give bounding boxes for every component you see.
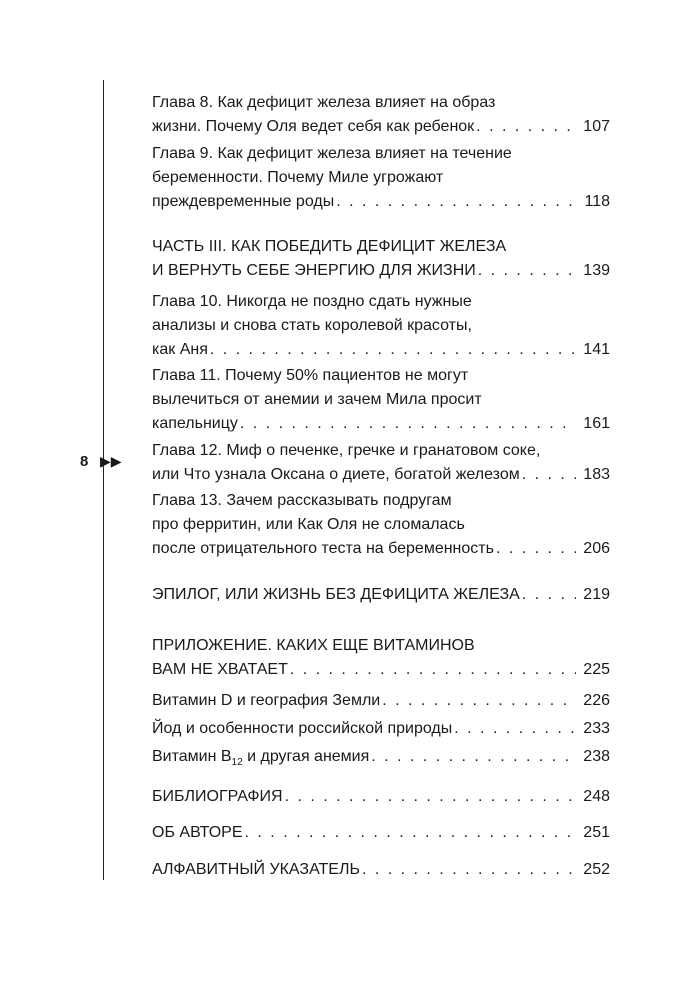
- toc-entry-chapter-9[interactable]: [152, 142, 610, 214]
- toc-entry-bibliography[interactable]: [152, 785, 610, 809]
- leader-dots: [474, 115, 576, 139]
- toc-page: 238: [583, 748, 610, 765]
- toc-entry-chapter-8[interactable]: [152, 91, 610, 139]
- toc-line: Глава 12. Миф о печенке, гречке и гранатовом соке,: [152, 442, 541, 459]
- toc-page: 161: [583, 415, 610, 432]
- toc-entry-index[interactable]: [152, 858, 610, 882]
- leader-dots: [452, 717, 576, 741]
- toc-title: как Аня: [152, 341, 208, 358]
- toc-line: Глава 13. Зачем рассказывать подругам: [152, 492, 452, 509]
- toc-line: Глава 8. Как дефицит железа влияет на образ: [152, 94, 496, 111]
- toc-page: 252: [583, 861, 610, 878]
- toc-page: 251: [583, 824, 610, 841]
- toc-title: Йод и особенности российской природы: [152, 720, 453, 737]
- toc-line: Глава 10. Никогда не поздно сдать нужные: [152, 293, 472, 310]
- toc-line: вылечиться от анемии и зачем Мила просит: [152, 391, 482, 408]
- toc-page: 107: [583, 118, 610, 135]
- toc-page: 183: [583, 466, 610, 483]
- toc-entry-chapter-12[interactable]: [152, 439, 610, 487]
- toc-title: или Что узнала Оксана о диете, богатой железом: [152, 466, 520, 483]
- leader-dots: [288, 658, 576, 682]
- toc-title: капельницу: [152, 415, 238, 432]
- toc-entry-epilogue[interactable]: [152, 583, 610, 607]
- toc-title: преждевременные роды: [152, 193, 335, 210]
- leader-dots: [380, 689, 576, 713]
- margin-rule: [103, 80, 104, 880]
- toc-entry-vitamin-b12[interactable]: [152, 745, 610, 775]
- toc-title: АЛФАВИТНЫЙ УКАЗАТЕЛЬ: [152, 861, 360, 878]
- toc-title: БИБЛИОГРАФИЯ: [152, 788, 283, 805]
- toc-page: 233: [583, 720, 610, 737]
- toc-page: 139: [583, 262, 610, 279]
- toc-line: Глава 11. Почему 50% пациентов не могут: [152, 367, 469, 384]
- leader-dots: [283, 785, 576, 809]
- toc-line: ПРИЛОЖЕНИЕ. КАКИХ ЕЩЕ ВИТАМИНОВ: [152, 637, 475, 654]
- toc-entry-about-author[interactable]: [152, 821, 610, 845]
- toc-title: жизни. Почему Оля ведет себя как ребенок: [152, 118, 475, 135]
- toc-title: ВАМ НЕ ХВАТАЕТ: [152, 661, 288, 678]
- toc-line: анализы и снова стать королевой красоты,: [152, 317, 472, 334]
- toc-line: ЧАСТЬ III. КАК ПОБЕДИТЬ ДЕФИЦИТ ЖЕЛЕЗА: [152, 238, 507, 255]
- leader-dots: [238, 412, 576, 436]
- toc-page: 248: [583, 788, 610, 805]
- leader-dots: [520, 583, 576, 607]
- leader-dots: [520, 463, 576, 487]
- leader-dots: [360, 858, 576, 882]
- leader-dots: [369, 745, 576, 769]
- page-number: 8: [80, 453, 90, 470]
- toc-page: 141: [583, 341, 610, 358]
- toc-entry-part-3[interactable]: [152, 235, 610, 283]
- toc-page: 225: [583, 661, 610, 678]
- toc-title: И ВЕРНУТЬ СЕБЕ ЭНЕРГИЮ ДЛЯ ЖИЗНИ: [152, 262, 476, 279]
- page-arrows-icon: ▶▶: [100, 453, 122, 469]
- toc-title: ЭПИЛОГ, ИЛИ ЖИЗНЬ БЕЗ ДЕФИЦИТА ЖЕЛЕЗА: [152, 586, 520, 603]
- toc-line: беременности. Почему Миле угрожают: [152, 169, 444, 186]
- toc-title: Витамин $B_{12}$ и другая анемия: [152, 748, 370, 768]
- toc-page: 219: [583, 586, 610, 603]
- leader-dots: [494, 537, 576, 561]
- toc-page: 226: [583, 692, 610, 709]
- toc-title: ОБ АВТОРЕ: [152, 824, 243, 841]
- leader-dots: [334, 190, 576, 214]
- toc-line: про ферритин, или Как Оля не сломалась: [152, 516, 465, 533]
- toc-title: Витамин D и география Земли: [152, 692, 381, 709]
- toc-entry-iodine[interactable]: [152, 717, 610, 741]
- subscript: 12: [231, 757, 243, 768]
- leader-dots: [243, 821, 576, 845]
- toc-entry-appendix[interactable]: [152, 634, 610, 682]
- toc-entry-chapter-13[interactable]: [152, 489, 610, 561]
- toc-page: 118: [584, 193, 610, 210]
- toc-page: 206: [583, 540, 610, 557]
- toc-entry-chapter-11[interactable]: [152, 364, 610, 436]
- leader-dots: [208, 338, 576, 362]
- toc-line: Глава 9. Как дефицит железа влияет на течение: [152, 145, 512, 162]
- toc-title: после отрицательного теста на беременность: [152, 540, 494, 557]
- toc-entry-chapter-10[interactable]: [152, 290, 610, 362]
- leader-dots: [476, 259, 576, 283]
- toc-entry-vitamin-d[interactable]: [152, 689, 610, 713]
